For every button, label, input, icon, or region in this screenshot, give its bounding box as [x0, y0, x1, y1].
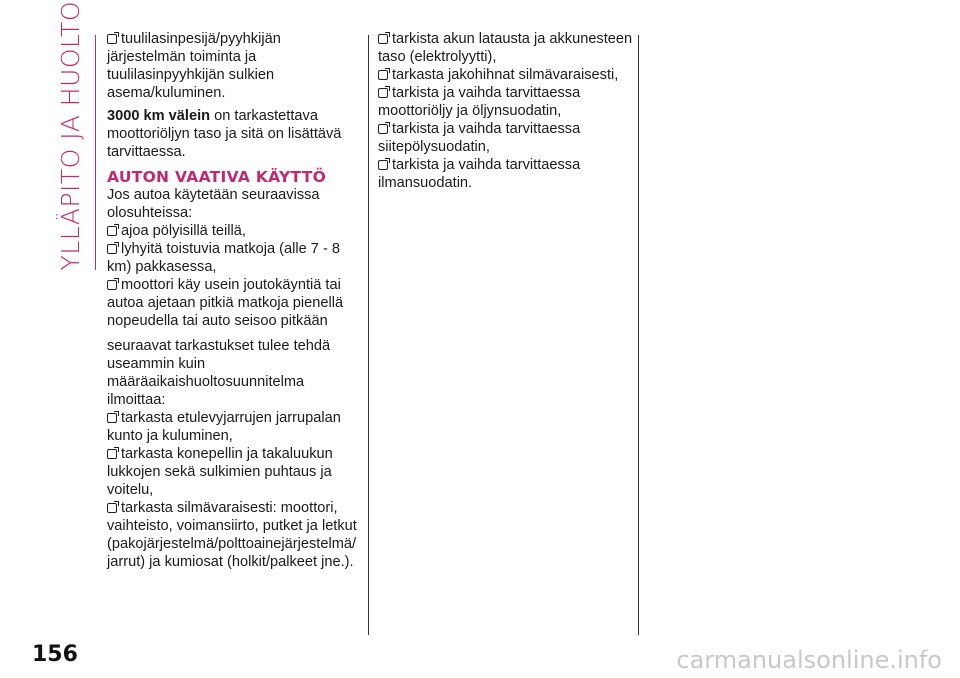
text-column-1	[107, 30, 362, 571]
list-item: tarkasta silmävaraisesti: moottori, vaihteisto, voimansiirto, putket ja letkut (pakojärjestelmä/polttoainejärjestelmä/ jarrut) ja kumiosat (holkit/palkeet jne.).	[107, 500, 357, 570]
bullet-icon	[107, 449, 117, 459]
checks-intro: seuraavat tarkastukset tulee tehdä useammin kuin määräaikaishuoltosuunnitelma ilmoittaa:	[107, 338, 331, 408]
section-title-text: YLLÄPITO JA HUOLTO	[55, 0, 85, 270]
page-number: 156	[32, 642, 78, 667]
bullet-icon	[107, 503, 117, 513]
list-item: tuulilasinpesijä/pyyhkijän järjestelmän toiminta ja tuulilasinpyyhkijän sulkien asema/kuluminen.	[107, 31, 281, 101]
watermark: carmanualsonline.info	[676, 646, 942, 674]
paragraph-lead: 3000 km välein	[107, 108, 211, 124]
bullet-icon	[107, 226, 117, 236]
column-divider-2	[638, 35, 639, 635]
side-rule	[95, 35, 96, 270]
section-heading: AUTON VAATIVA KÄYTTÖ	[107, 168, 327, 186]
bullet-icon	[378, 124, 388, 134]
list-item: tarkasta jakohihnat silmävaraisesti,	[378, 66, 633, 84]
bullet-icon	[378, 70, 388, 80]
bullet-icon	[107, 244, 117, 254]
list-item: tarkasta konepellin ja takaluukun lukkojen sekä sulkimien puhtaus ja voitelu,	[107, 446, 333, 498]
list-item: tarkasta etulevyjarrujen jarrupalan kunto ja kuluminen,	[107, 410, 341, 444]
bullet-icon	[378, 160, 388, 170]
bullet-icon	[378, 88, 388, 98]
list-item: tarkista ja vaihda tarvittaessa ilmansuodatin.	[378, 157, 581, 191]
bullet-icon	[107, 413, 117, 423]
bullet-icon	[107, 280, 117, 290]
usage-intro: Jos autoa käytetään seuraavissa olosuhteissa:	[107, 187, 320, 221]
list-item: tarkista akun latausta ja akkunesteen taso (elektrolyytti),	[378, 31, 633, 65]
list-item: lyhyitä toistuvia matkoja (alle 7 - 8 km) pakkasessa,	[107, 241, 340, 275]
section-side-title	[52, 0, 88, 270]
list-item: moottori käy usein joutokäyntiä tai autoa ajetaan pitkiä matkoja pienellä nopeudella tai auto seisoo pitkään	[107, 277, 344, 329]
list-item: ajoa pölyisillä teillä,	[107, 222, 362, 240]
bullet-icon	[107, 34, 117, 44]
list-item: tarkista ja vaihda tarvittaessa moottoriöljy ja öljynsuodatin,	[378, 85, 581, 119]
list-item: tarkista ja vaihda tarvittaessa siitepölysuodatin,	[378, 121, 581, 155]
text-column-2	[378, 30, 633, 192]
paragraph-oil-check: 3000 km välein on tarkastettava moottoriöljyn taso ja sitä on lisättävä tarvittaessa.	[107, 108, 342, 160]
column-divider-1	[368, 35, 369, 635]
bullet-icon	[378, 34, 388, 44]
